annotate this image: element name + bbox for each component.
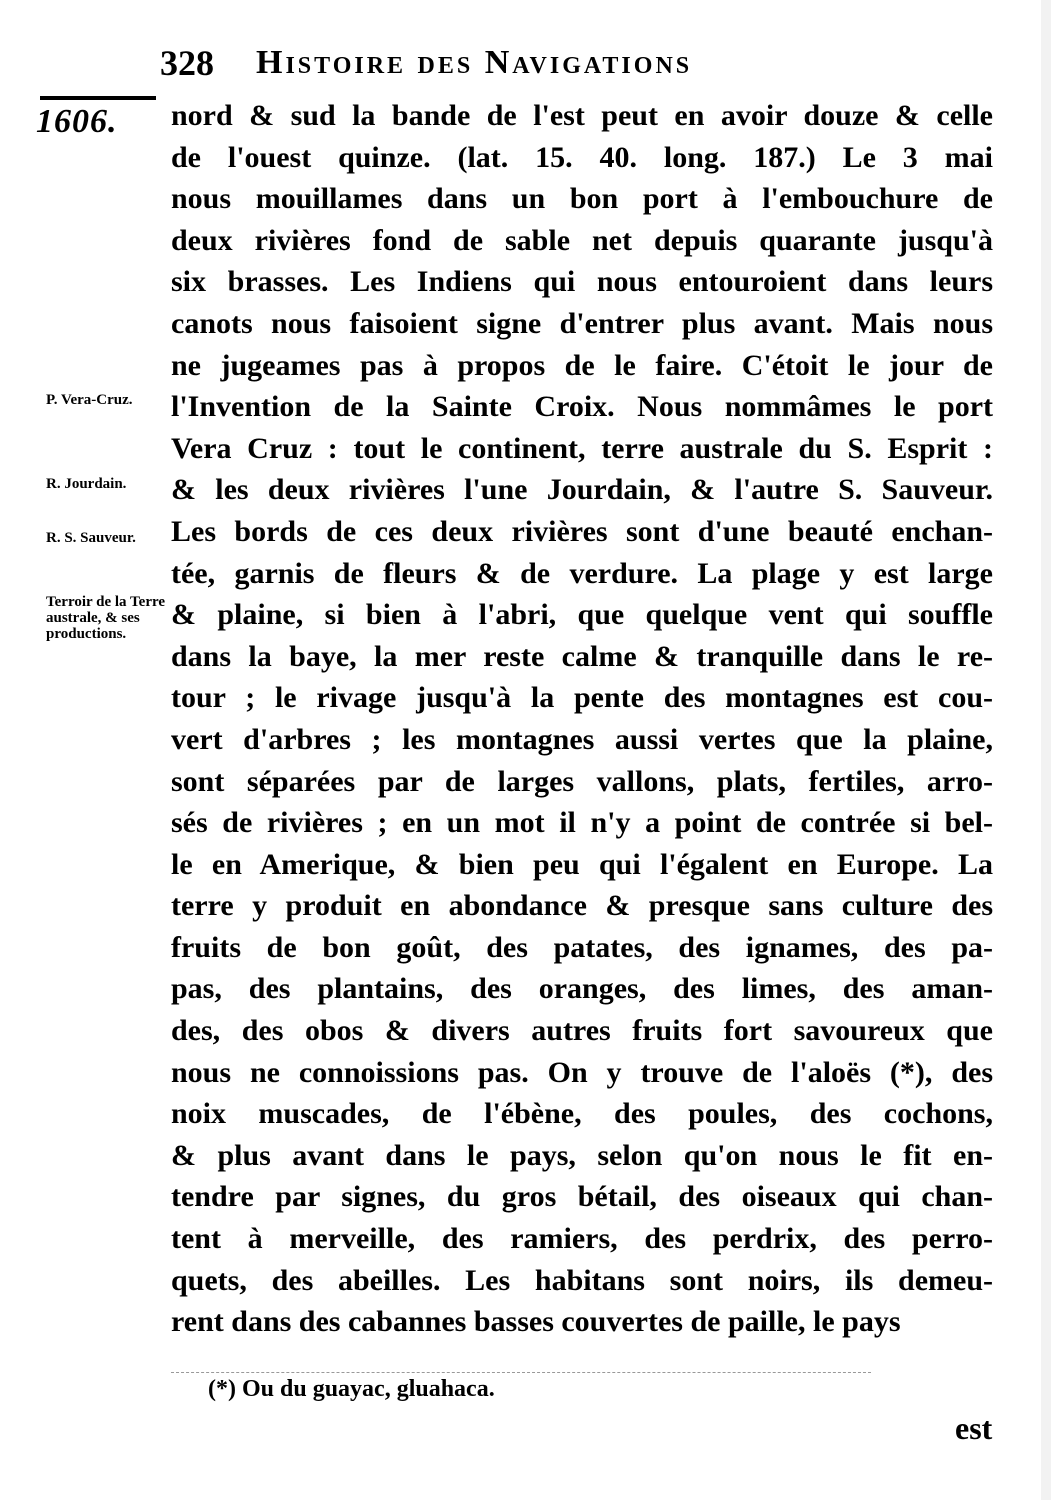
text-line: & les deux rivières l'une Jourdain, & l'autre S. Sauveur. bbox=[171, 473, 993, 507]
text-line: six brasses. Les Indiens qui nous entouroient dans leurs bbox=[171, 265, 993, 299]
text-line: & plus avant dans le pays, selon qu'on nous le fit en- bbox=[171, 1138, 993, 1172]
margin-note-sauveur: R. S. Sauveur. bbox=[46, 530, 136, 546]
footnote-text: Ou du guayac, gluahaca. bbox=[241, 1376, 495, 1402]
footnote-rule bbox=[171, 1372, 871, 1373]
text-line: dans la baye, la mer reste calme & tranquille dans le re- bbox=[171, 639, 993, 673]
body-text bbox=[171, 95, 993, 1343]
year-rule bbox=[40, 96, 156, 100]
text-line: tée, garnis de fleurs & de verdure. La plage y est large bbox=[171, 556, 993, 590]
margin-note-terroir: Terroir de la Terre australe, & ses productions. bbox=[46, 594, 166, 642]
text-line: l'Invention de la Sainte Croix. Nous nommâmes le port bbox=[171, 390, 993, 424]
text-line: quets, des abeilles. Les habitans sont noirs, ils demeu- bbox=[171, 1263, 993, 1297]
text-line: vert d'arbres ; les montagnes aussi vertes que la plaine, bbox=[171, 722, 993, 756]
text-line: sés de rivières ; en un mot il n'y a point de contrée si bel- bbox=[171, 806, 993, 840]
text-line: terre y produit en abondance & presque sans culture des bbox=[171, 889, 993, 923]
text-line: tour ; le rivage jusqu'à la pente des montagnes est cou- bbox=[171, 681, 993, 715]
footnote-marker: (*) bbox=[208, 1376, 236, 1402]
page-header bbox=[160, 42, 880, 88]
page-number: 328 bbox=[160, 43, 214, 83]
text-line: ne jugeames pas à propos de le faire. C'étoit le jour de bbox=[171, 348, 993, 382]
text-line: noix muscades, de l'ébène, des poules, des cochons, bbox=[171, 1097, 993, 1131]
text-line: pas, des plantains, des oranges, des limes, des aman- bbox=[171, 972, 993, 1006]
text-line: Vera Cruz : tout le continent, terre australe du S. Esprit : bbox=[171, 431, 993, 465]
footnote bbox=[208, 1376, 495, 1403]
text-line: tent à merveille, des ramiers, des perdrix, des perro- bbox=[171, 1222, 993, 1256]
page-edge-shadow bbox=[1041, 0, 1051, 1500]
text-line: nous ne connoissions pas. On y trouve de l'aloës (*), des bbox=[171, 1055, 993, 1089]
text-line: nous mouillames dans un bon port à l'embouchure de bbox=[171, 182, 993, 216]
text-line: Les bords de ces deux rivières sont d'une beauté enchan- bbox=[171, 514, 993, 548]
text-line: fruits de bon goût, des patates, des ignames, des pa- bbox=[171, 930, 993, 964]
text-line: & plaine, si bien à l'abri, que quelque vent qui souffle bbox=[171, 598, 993, 632]
catchword: est bbox=[955, 1410, 993, 1446]
running-title: Histoire des Navigations bbox=[256, 44, 693, 81]
text-line: rent dans des cabannes basses couvertes de paille, le pays bbox=[171, 1305, 901, 1339]
margin-note-jourdain: R. Jourdain. bbox=[46, 476, 127, 492]
text-line: canots nous faisoient signe d'entrer plus avant. Mais nous bbox=[171, 306, 993, 340]
text-line: deux rivières fond de sable net depuis quarante jusqu'à bbox=[171, 223, 993, 257]
margin-year: 1606. bbox=[36, 103, 118, 140]
text-line: sont séparées par de larges vallons, plats, fertiles, arro- bbox=[171, 764, 993, 798]
margin-note-vera-cruz: P. Vera-Cruz. bbox=[46, 392, 133, 408]
text-line: le en Amerique, & bien peu qui l'égalent en Europe. La bbox=[171, 847, 993, 881]
text-line: nord & sud la bande de l'est peut en avoir douze & celle bbox=[171, 99, 993, 132]
text-line: tendre par signes, du gros bétail, des oiseaux qui chan- bbox=[171, 1180, 993, 1214]
text-line: de l'ouest quinze. (lat. 15. 40. long. 187.) Le 3 mai bbox=[171, 140, 993, 174]
text-line: des, des obos & divers autres fruits fort savoureux que bbox=[171, 1014, 993, 1048]
